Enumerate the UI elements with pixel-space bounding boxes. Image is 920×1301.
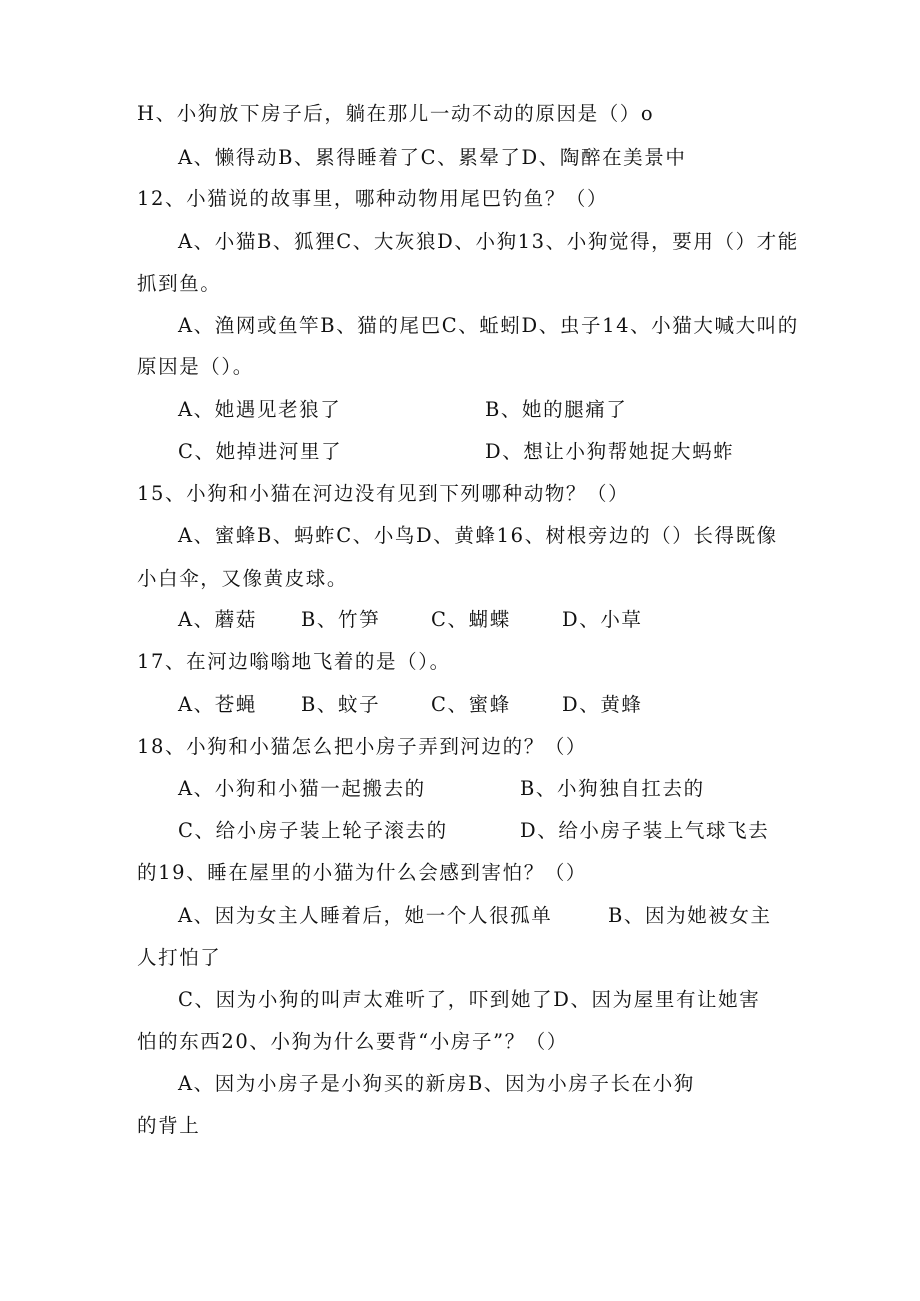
question-18-stem bbox=[137, 733, 587, 761]
option-d: D、想让小狗帮她捉大蚂蚱 bbox=[485, 440, 735, 463]
question-15-options bbox=[178, 522, 778, 550]
text-line: A、因为小房子是小狗买的新房B、因为小房子长在小狗 bbox=[178, 1072, 695, 1095]
text-line: 18、小狗和小猫怎么把小房子弄到河边的？（） bbox=[137, 735, 588, 758]
question-20-options bbox=[178, 1070, 695, 1098]
option-c: C、给小房子装上轮子滚去的 bbox=[178, 819, 448, 842]
text-line: 小白伞，又像黄皮球。 bbox=[137, 567, 349, 590]
text-line: 12、小猫说的故事里，哪种动物用尾巴钓鱼？（） bbox=[137, 187, 609, 210]
option-a: A、她遇见老狼了 bbox=[178, 398, 342, 421]
option-b: B、小狗独自扛去的 bbox=[520, 777, 705, 800]
question-19-options-row2 bbox=[178, 986, 760, 1014]
question-19-options-row1-cont bbox=[137, 944, 221, 972]
text-line: A、蜜蜂B、蚂蚱C、小鸟D、黄蜂16、树根旁边的（）长得既像 bbox=[178, 524, 778, 547]
question-13-stem-cont bbox=[137, 270, 221, 298]
question-15-stem bbox=[137, 480, 629, 508]
option-c: C、蝴蝶 bbox=[431, 608, 511, 631]
option-d: D、小草 bbox=[562, 608, 643, 631]
question-17-stem bbox=[137, 648, 451, 676]
text-line: 人打怕了 bbox=[137, 946, 222, 969]
option-c: C、她掉进河里了 bbox=[178, 440, 343, 463]
question-11-options bbox=[178, 144, 686, 172]
text-line: 怕的东西20、小狗为什么要背“小房子”？（） bbox=[137, 1030, 568, 1053]
option-d: D、给小房子装上气球飞去 bbox=[520, 819, 770, 842]
text-line: A、懒得动B、累得睡着了C、累晕了D、陶醉在美景中 bbox=[178, 146, 687, 169]
question-11-stem bbox=[137, 100, 654, 128]
text-line: A、渔网或鱼竿B、猫的尾巴C、蚯蚓D、虫子14、小猫大喊大叫的 bbox=[178, 314, 799, 337]
text-line: C、因为小狗的叫声太难听了，吓到她了D、因为屋里有让她害 bbox=[178, 988, 761, 1011]
option-a: A、蘑菇 bbox=[178, 608, 257, 631]
question-12-options bbox=[178, 228, 799, 256]
question-19-stem bbox=[137, 859, 587, 887]
text-line: 17、在河边嗡嗡地飞着的是（）。 bbox=[137, 650, 451, 673]
option-a: A、因为女主人睡着后，她一个人很孤单 bbox=[178, 904, 553, 927]
option-b: B、蚊子 bbox=[301, 693, 381, 716]
question-12-stem bbox=[137, 185, 608, 213]
option-b: B、因为她被女主 bbox=[608, 904, 772, 927]
question-14-stem-cont bbox=[137, 353, 254, 381]
text-line: H、小狗放下房子后，躺在那儿一动不动的原因是（）o bbox=[137, 102, 655, 125]
text-line: 的19、睡在屋里的小猫为什么会感到害怕？（） bbox=[137, 861, 588, 884]
question-20-options-cont bbox=[137, 1112, 200, 1140]
question-16-stem-cont bbox=[137, 565, 348, 593]
text-line: 原因是（）。 bbox=[137, 355, 254, 378]
question-20-stem bbox=[137, 1028, 568, 1056]
option-a: A、小狗和小猫一起搬去的 bbox=[178, 777, 426, 800]
option-b: B、她的腿痛了 bbox=[485, 398, 628, 421]
option-b: B、竹笋 bbox=[301, 608, 381, 631]
option-c: C、蜜蜂 bbox=[431, 693, 511, 716]
option-d: D、黄蜂 bbox=[562, 693, 643, 716]
text-line: A、小猫B、狐狸C、大灰狼D、小狗13、小狗觉得，要用（）才能 bbox=[178, 230, 799, 253]
text-line: 的背上 bbox=[137, 1114, 201, 1137]
text-line: 15、小狗和小猫在河边没有见到下列哪种动物？（） bbox=[137, 482, 630, 505]
option-a: A、苍蝇 bbox=[178, 693, 257, 716]
text-line: 抓到鱼。 bbox=[137, 272, 222, 295]
question-13-options bbox=[178, 312, 799, 340]
